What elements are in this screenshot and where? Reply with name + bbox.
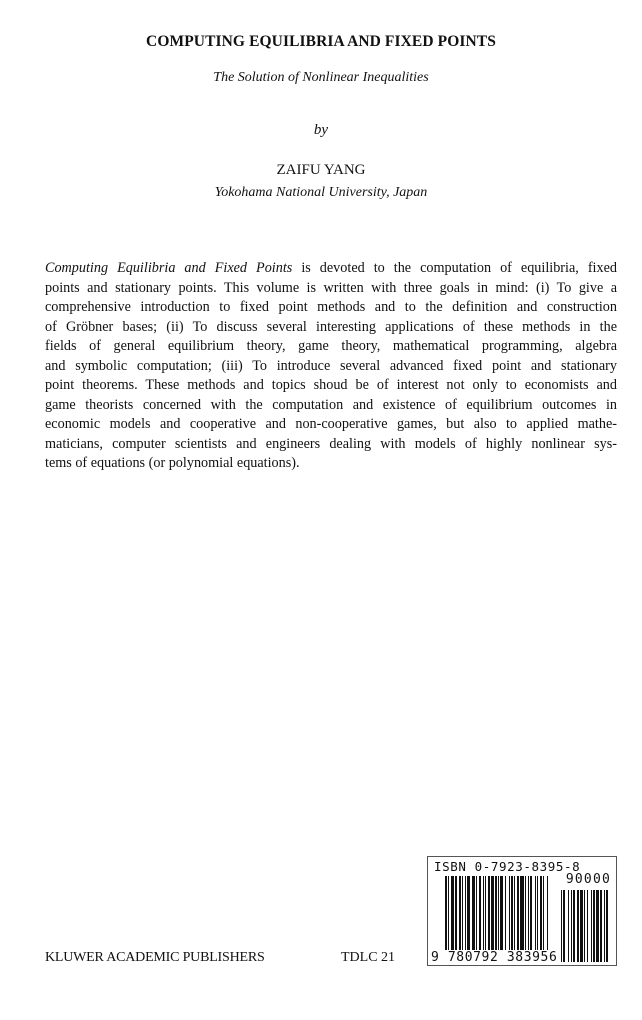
description-line: and symbolic computation; (iii) To introduce several advanced fixed point and stationary [45,357,617,374]
description-line: maticians, computer scientists and engineers dealing with models of highly nonlinear sys- [45,435,617,452]
publisher-name: KLUWER ACADEMIC PUBLISHERS [45,950,265,965]
description-line: point theorems. These methods and topics shoud be of interest not only to economists and [45,377,617,393]
description-line: Computing Equilibria and Fixed Points is devoted to the computation of equilibria, fixed [45,260,617,276]
book-description [45,259,617,474]
barcode-gap [608,890,609,962]
description-line: of Gröbner bases; (ii) To discuss several interesting applications of these methods in the [45,318,617,335]
addon-price-code: 90000 [565,872,611,887]
description-line: fields of general equilibrium theory, game theory, mathematical programming, algebra [45,338,617,354]
series-code: TDLC 21 [341,950,396,965]
description-line: economic models and cooperative and non-cooperative games, but also to applied mathe- [45,416,617,432]
description-line: comprehensive introduction to fixed point methods and to the definition and construction [45,299,617,315]
book-subtitle: The Solution of Nonlinear Inequalities [213,70,429,85]
book-title: COMPUTING EQUILIBRIA AND FIXED POINTS [146,33,496,50]
isbn-barcode [427,856,617,966]
author-name: ZAIFU YANG [276,162,366,178]
description-line: game theorists concerned with the computation and existence of equilibrium outcomes in [45,396,617,413]
ean-number: 9 780792 383956 [431,950,558,965]
description-book-title: Computing Equilibria and Fixed Points [45,260,293,276]
description-line: points and stationary points. This volume is written with three goals in mind: (i) To give a [45,279,617,296]
addon-barcode-bars [561,890,609,962]
description-line: tems of equations (or polynomial equations). [45,455,300,471]
author-affiliation: Yokohama National University, Japan [214,185,428,200]
by-label: by [313,122,329,138]
isbn-label: ISBN 0-7923-8395-8 [434,859,581,874]
